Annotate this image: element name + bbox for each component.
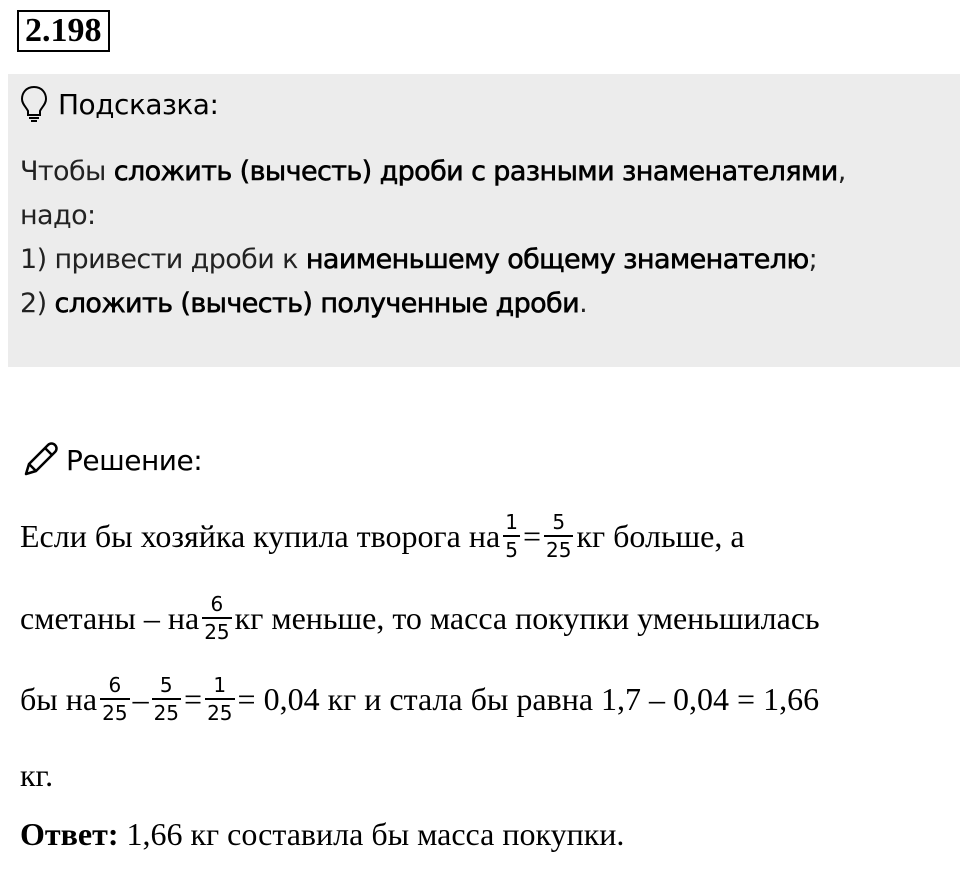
hint-header <box>20 80 218 128</box>
hint-line-3 <box>20 238 950 282</box>
pencil-icon <box>20 440 60 480</box>
problem-number: 2.198 <box>17 10 110 52</box>
denominator: 25 <box>205 698 234 724</box>
denominator: 5 <box>503 535 520 561</box>
fraction <box>205 674 234 724</box>
answer-label: Ответ: <box>20 816 119 852</box>
hint-line-1 <box>20 150 950 194</box>
denominator: 25 <box>202 617 231 643</box>
solution-text: Если бы хозяйка купила творога на <box>20 518 501 554</box>
solution-text: = 0,04 кг и стала бы равна 1,7 – 0,04 = 1,66 <box>237 681 820 717</box>
hint-text: , <box>837 156 846 187</box>
hint-text: . <box>579 288 588 319</box>
equals-sign: = <box>522 518 541 554</box>
hint-line-2: надо: <box>20 200 96 231</box>
fraction <box>152 674 181 724</box>
solution-header <box>20 436 202 484</box>
denominator: 25 <box>152 698 181 724</box>
hint-text: 2) <box>20 288 55 319</box>
solution-text: бы на <box>20 681 98 717</box>
solution-text: кг меньше, то масса покупки уменьшилась <box>234 600 820 636</box>
solution-line-1 <box>20 510 950 562</box>
hint-line-4 <box>20 282 950 326</box>
numerator: 6 <box>108 673 122 697</box>
fraction <box>503 511 520 561</box>
numerator: 6 <box>210 592 224 616</box>
answer-line <box>20 814 950 854</box>
numerator: 1 <box>505 510 518 534</box>
numerator: 5 <box>552 510 566 534</box>
numerator: 5 <box>159 673 173 697</box>
hint-text: ; <box>808 244 818 275</box>
equals-sign: = <box>184 681 203 717</box>
answer-text: 1,66 кг составила бы масса покупки. <box>126 816 625 852</box>
numerator: 1 <box>213 673 227 697</box>
fraction <box>544 511 573 561</box>
hint-title: Подсказка: <box>58 87 219 121</box>
solution-text: кг больше, а <box>576 518 745 554</box>
hint-emphasis: сложить (вычесть) полученные дроби <box>54 288 580 319</box>
denominator: 25 <box>544 535 573 561</box>
hint-emphasis: наименьшему общему знаменателю <box>305 244 809 275</box>
solution-line-3 <box>20 673 950 725</box>
fraction <box>202 593 231 643</box>
solution-line-2 <box>20 592 950 644</box>
hint-emphasis: сложить (вычесть) дроби с разными знаменателями <box>113 156 838 187</box>
fraction <box>100 674 129 724</box>
lightbulb-icon <box>20 85 48 123</box>
solution-text: сметаны – на <box>20 600 200 636</box>
denominator: 25 <box>100 698 129 724</box>
hint-text: Чтобы <box>20 156 114 187</box>
hint-text: 1) привести дроби к <box>20 244 306 275</box>
minus-sign: – <box>132 681 149 717</box>
solution-line-4: кг. <box>20 757 54 793</box>
solution-title: Решение: <box>66 443 203 477</box>
hint-body <box>20 150 950 326</box>
